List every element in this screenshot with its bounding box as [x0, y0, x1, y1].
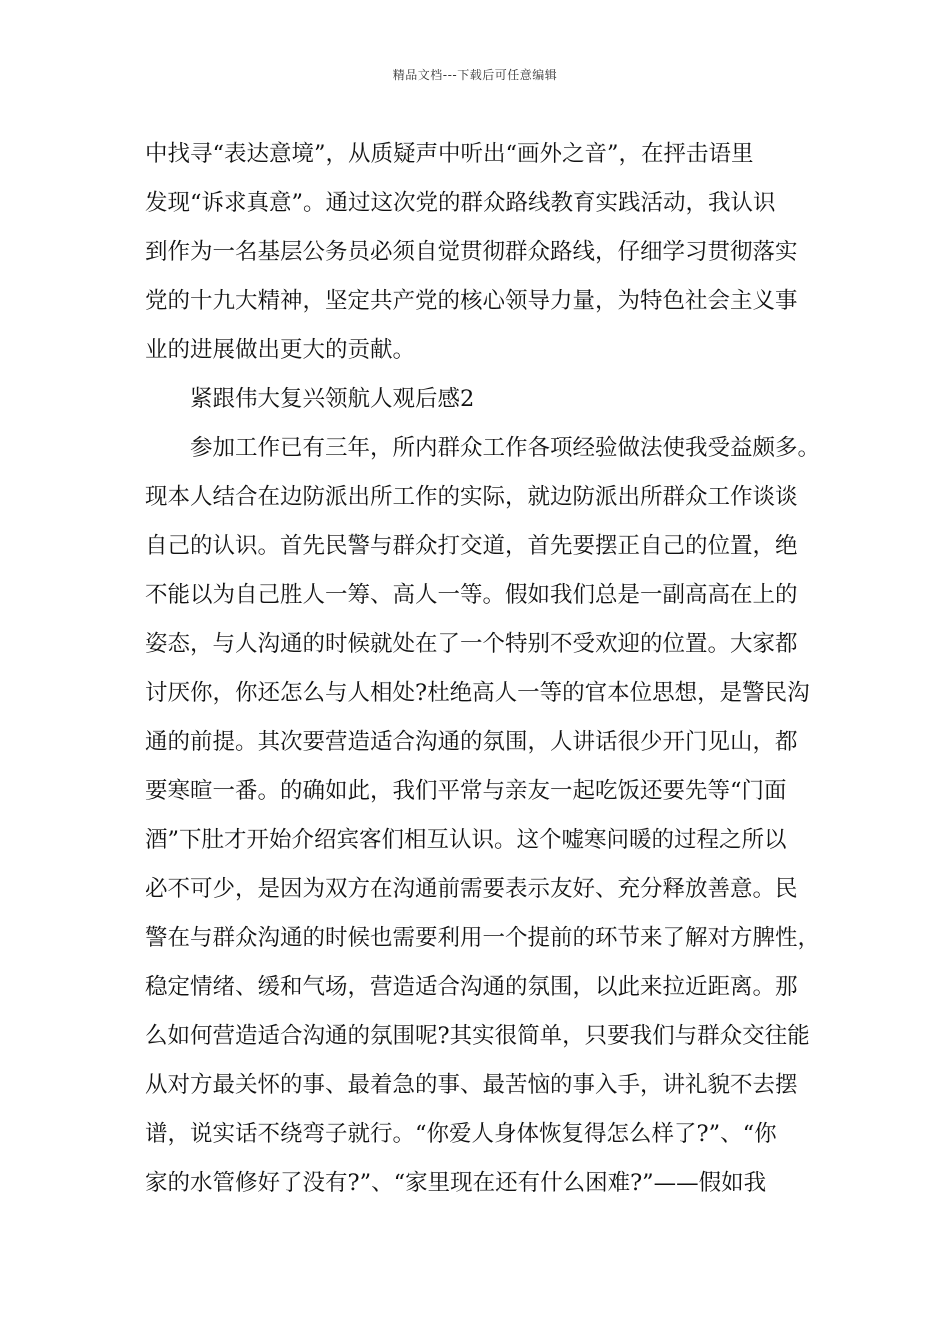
text-line: 中找寻“表达意境”，从质疑声中听出“画外之音”，在抨击语里: [145, 141, 754, 167]
text-line: 家的水管修好了没有?”、“家里现在还有什么困难?”——假如我: [145, 1170, 767, 1196]
text-line: 业的进展做出更大的贡献。: [145, 337, 416, 363]
text-line: 发现“诉求真意”。通过这次党的群众路线教育实践活动，我认识: [145, 190, 776, 216]
text-line: 现本人结合在边防派出所工作的实际，就边防派出所群众工作谈谈: [145, 484, 798, 510]
text-line: 谱，说实话不绕弯子就行。“你爱人身体恢复得怎么样了?”、“你: [145, 1121, 777, 1147]
text-line: 警在与群众沟通的时候也需要利用一个提前的环节来了解对方脾性，: [145, 925, 821, 951]
text-line: 通的前提。其次要营造适合沟通的氛围，人讲话很少开门见山，都: [145, 729, 798, 755]
section-title: 紧跟伟大复兴领航人观后感2: [190, 386, 475, 412]
text-line: 必不可少，是因为双方在沟通前需要表示友好、充分释放善意。民: [145, 876, 798, 902]
text-line: 到作为一名基层公务员必须自觉贯彻群众路线，仔细学习贯彻落实: [145, 239, 798, 265]
text-line: 要寒暄一番。的确如此，我们平常与亲友一起吃饭还要先等“门面: [145, 778, 787, 804]
page-header: 精品文档---下载后可任意编辑: [392, 68, 558, 82]
text-line: 姿态，与人沟通的时候就处在了一个特别不受欢迎的位置。大家都: [145, 631, 798, 657]
text-line: 讨厌你，你还怎么与人相处?杜绝高人一等的官本位思想，是警民沟: [145, 680, 810, 706]
text-line: 稳定情绪、缓和气场，营造适合沟通的氛围，以此来拉近距离。那: [145, 974, 798, 1000]
paragraph-first-line: 参加工作已有三年，所内群众工作各项经验做法使我受益颇多。: [190, 435, 821, 461]
text-line: 党的十九大精神，坚定共产党的核心领导力量，为特色社会主义事: [145, 288, 798, 314]
document-body: [145, 130, 821, 1208]
text-line: 么如何营造适合沟通的氛围呢?其实很简单，只要我们与群众交往能: [145, 1023, 810, 1049]
text-line: 从对方最关怀的事、最着急的事、最苦恼的事入手，讲礼貌不去摆: [145, 1072, 798, 1098]
text-line: 酒”下肚才开始介绍宾客们相互认识。这个嘘寒问暖的过程之所以: [145, 827, 787, 853]
text-line: 不能以为自己胜人一筹、高人一等。假如我们总是一副高高在上的: [145, 582, 798, 608]
text-line: 自己的认识。首先民警与群众打交道，首先要摆正自己的位置，绝: [145, 533, 798, 559]
